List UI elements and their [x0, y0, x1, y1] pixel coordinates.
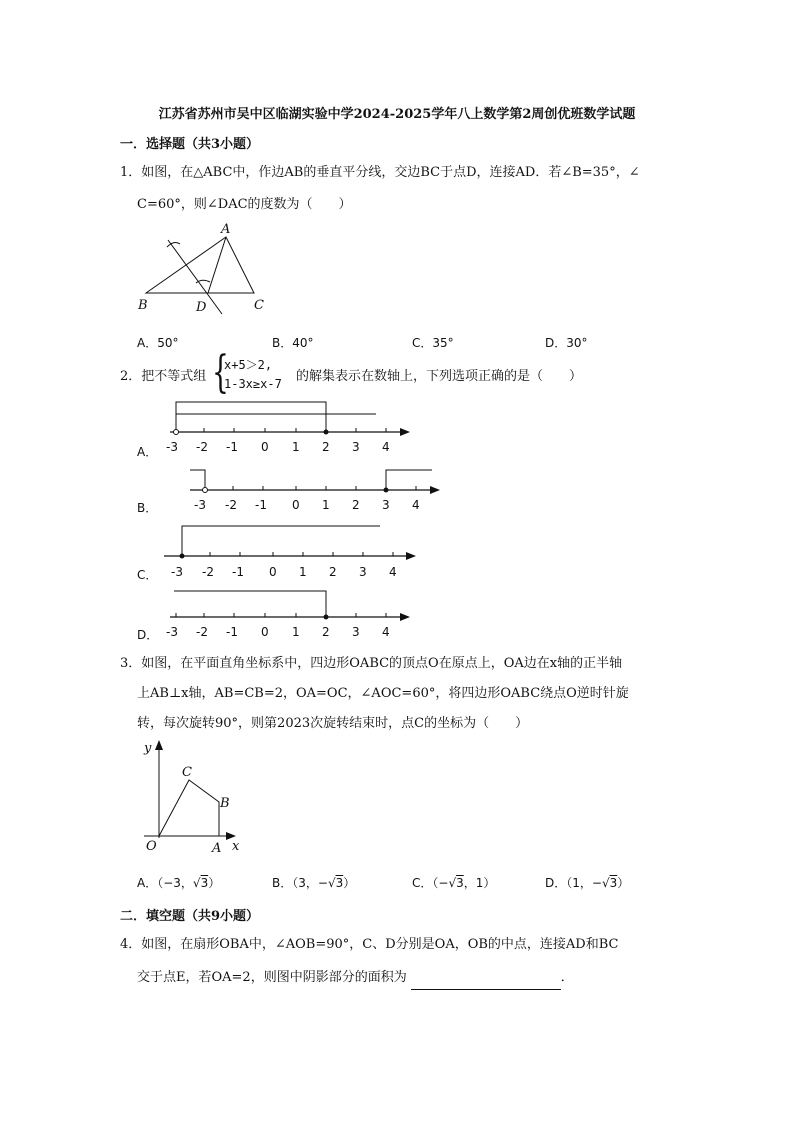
section-heading-fill: 二．填空题（共9小题） — [120, 909, 260, 924]
q2-option-d-label[interactable]: D． — [137, 628, 159, 642]
question-2-prefix: 2．把不等式组 — [120, 369, 207, 384]
tick-label: 2 — [322, 440, 330, 454]
perpendicular-bisector — [168, 240, 222, 314]
question-3-line-2: 上AB⊥x轴，AB=CB=2，OA=OC，∠AOC=60°，将四边形OABC绕点O逆时针旋 — [137, 686, 629, 701]
tick-label: -3 — [171, 565, 183, 579]
tick-label: -2 — [225, 498, 237, 512]
tick-label: 1 — [299, 565, 307, 579]
tick-label: 4 — [382, 440, 390, 454]
tick-label: 1 — [322, 498, 330, 512]
tick-label: 3 — [382, 498, 390, 512]
label-o: O — [146, 839, 157, 854]
question-4-line-1: 4．如图，在扇形OBA中，∠AOB=90°，C、D分别是OA，OB的中点，连接AD和BC — [120, 937, 619, 952]
tick-label: 1 — [292, 625, 300, 639]
sqrt-icon: √ — [192, 876, 201, 890]
tick-label: 3 — [359, 565, 367, 579]
solution-bracket-b1 — [190, 470, 205, 490]
solution-bracket-a1 — [176, 402, 326, 432]
question-1-figure — [130, 220, 270, 320]
tick-label: 0 — [292, 498, 300, 512]
tick-label: 0 — [269, 565, 277, 579]
question-1-line-2: C=60°，则∠DAC的度数为（ ） — [137, 197, 352, 212]
tick-label: 3 — [352, 440, 360, 454]
tick-label: 4 — [412, 498, 420, 512]
sqrt-icon: √ — [448, 876, 457, 890]
tick-label: -2 — [196, 625, 208, 639]
solution-bracket-b2 — [386, 470, 432, 490]
question-3-line-3: 转，每次旋转90°，则第2023次旋转结束时，点C的坐标为（ ） — [137, 716, 529, 731]
inequality-2: 1-3x≥x-7 — [224, 377, 282, 391]
answer-blank[interactable] — [411, 975, 561, 990]
label-c: C — [254, 298, 264, 313]
page-title: 江苏省苏州市吴中区临湖实验中学2024-2025学年八上数学第2周创优班数学试题 — [158, 107, 636, 122]
solution-bracket-d — [174, 591, 326, 617]
label-b: B — [220, 796, 230, 811]
question-2-suffix: 的解集表示在数轴上，下列选项正确的是（ ） — [296, 369, 583, 384]
label-d: D — [196, 300, 207, 315]
label-y: y — [144, 741, 152, 756]
label-a: A — [212, 841, 222, 856]
section-heading-choice: 一．选择题（共3小题） — [120, 137, 260, 152]
q3-option-d[interactable]: D．（1，−√3） — [545, 876, 630, 890]
tick-label: -1 — [226, 625, 238, 639]
arc-mark-top — [167, 243, 180, 247]
brace-icon: { — [212, 347, 229, 398]
question-1-line-1: 1．如图，在△ABC中，作边AB的垂直平分线，交边BC于点D，连接AD．若∠B=35°，∠ — [120, 165, 640, 180]
q3-option-a[interactable]: A．（−3，√3） — [137, 876, 221, 890]
sqrt-icon: √ — [327, 876, 336, 890]
q1-option-a[interactable]: A．50° — [137, 336, 179, 350]
inequality-1: x+5＞2, — [224, 358, 273, 372]
label-a: A — [221, 222, 231, 237]
tick-label: 1 — [292, 440, 300, 454]
q1-option-d[interactable]: D．30° — [545, 336, 588, 350]
quadrilateral-oabc — [159, 780, 219, 836]
q1-option-c[interactable]: C．35° — [412, 336, 454, 350]
q2-option-a-label[interactable]: A． — [137, 445, 158, 459]
tick-label: 4 — [382, 625, 390, 639]
segment-ad — [208, 237, 226, 293]
tick-label: 0 — [261, 625, 269, 639]
ticks-a — [176, 428, 386, 432]
tick-label: -1 — [226, 440, 238, 454]
tick-label: -2 — [202, 565, 214, 579]
number-line-b[interactable] — [170, 458, 450, 518]
solution-bracket-c — [182, 526, 380, 556]
tick-label: -3 — [194, 498, 206, 512]
tick-label: -1 — [255, 498, 267, 512]
tick-label: 3 — [352, 625, 360, 639]
label-b: B — [138, 298, 148, 313]
q3-option-b[interactable]: B．（3，−√3） — [272, 876, 356, 890]
tick-label: 2 — [329, 565, 337, 579]
sqrt-icon: √ — [601, 876, 610, 890]
tick-label: 2 — [322, 625, 330, 639]
tick-label: -3 — [166, 440, 178, 454]
q2-option-b-label[interactable]: B． — [137, 501, 158, 515]
tick-label: 4 — [389, 565, 397, 579]
question-3-line-1: 3．如图，在平面直角坐标系中，四边形OABC的顶点O在原点上，OA边在x轴的正半轴 — [120, 656, 623, 671]
tick-label: 0 — [261, 440, 269, 454]
label-x: x — [232, 839, 240, 854]
tick-label: -3 — [166, 625, 178, 639]
number-line-d[interactable] — [160, 585, 420, 645]
q3-option-c[interactable]: C．（−√3，1） — [412, 876, 496, 890]
tick-label: -2 — [196, 440, 208, 454]
solution-bracket-a2 — [176, 414, 376, 432]
tick-label: -1 — [232, 565, 244, 579]
q1-option-b[interactable]: B．40° — [272, 336, 314, 350]
q2-option-c-label[interactable]: C． — [137, 568, 158, 582]
inequality-system — [212, 347, 302, 399]
y-arrow-icon — [155, 740, 163, 750]
question-3-figure — [140, 738, 250, 858]
number-line-c[interactable] — [160, 520, 430, 582]
number-line-a[interactable] — [160, 400, 420, 460]
tick-label: 2 — [352, 498, 360, 512]
question-4-line-2: 交于点E，若OA=2，则图中阴影部分的面积为 ． — [137, 966, 574, 990]
label-c: C — [182, 765, 192, 780]
